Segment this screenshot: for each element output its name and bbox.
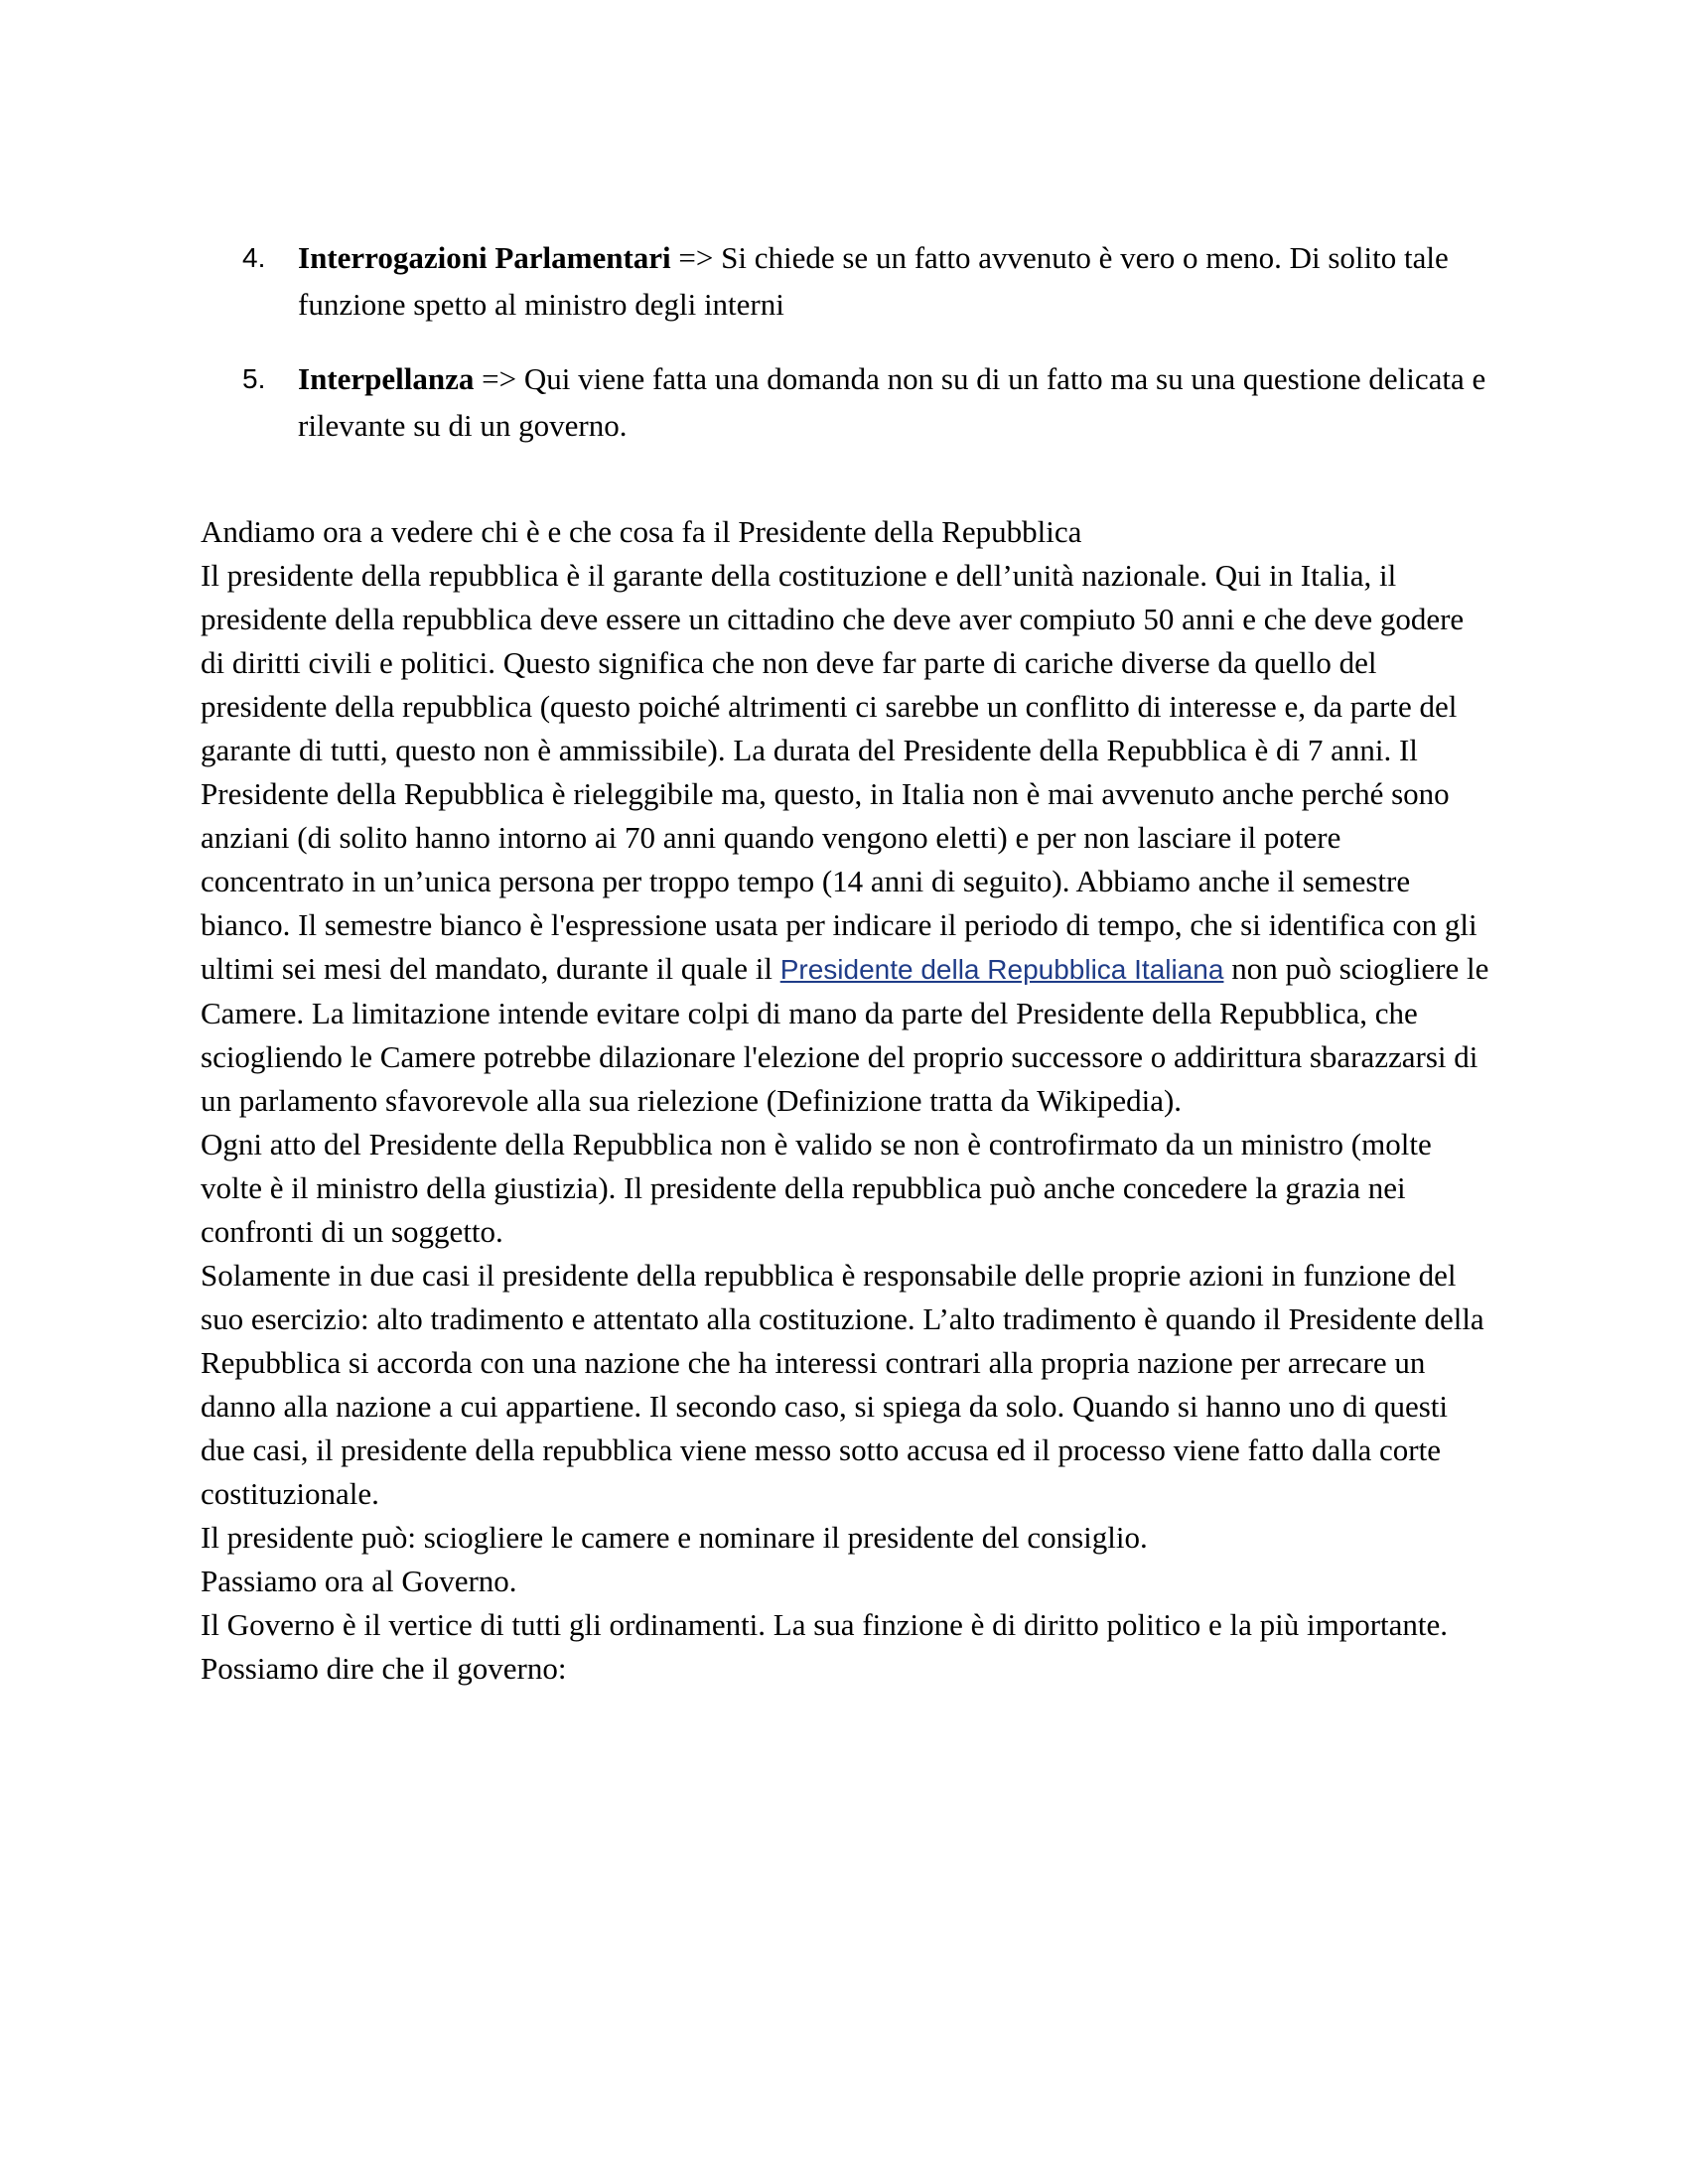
paragraph-government: Il Governo è il vertice di tutti gli ordinamenti. La sua finzione è di diritto politico e la più importante. bbox=[201, 1607, 1449, 1642]
list-number: 4. bbox=[242, 242, 266, 273]
paragraph-powers: Il presidente può: sciogliere le camere e nominare il presidente del consiglio. bbox=[201, 1520, 1148, 1555]
numbered-list bbox=[242, 234, 1493, 477]
list-item-text: => Qui viene fatta una domanda non su di un fatto ma su una questione delicata e rilevante su di un governo. bbox=[298, 361, 1486, 443]
paragraph-countersign: Ogni atto del Presidente della Repubblica non è valido se non è controfirmato da un ministro (molte volte è il ministro della giustizia). Il presidente della repubblica può anche concedere la grazia nei confronti di un soggetto. bbox=[201, 1127, 1432, 1249]
paragraph-government-intro: Passiamo ora al Governo. bbox=[201, 1564, 517, 1598]
list-item bbox=[242, 234, 1493, 328]
paragraph-text: Il presidente della repubblica è il garante della costituzione e dell’unità nazionale. Qui in Italia, il presidente della repubblica deve essere un cittadino che deve aver compiuto 50 anni e che deve godere di diritti civili e politici. Questo significa che non deve far parte di cariche diverse da quello del presidente della repubblica (questo poiché altrimenti ci sarebbe un conflitto di interesse e, da parte del garante di tutti, questo non è ammissibile). La durata del Presidente della Repubblica è di 7 anni. Il Presidente della Repubblica è rieleggibile ma, questo, in Italia non è mai avvenuto anche perché sono anziani (di solito hanno intorno ai 70 anni quando vengono eletti) e per non lasciare il potere concentrato in un’unica persona per troppo tempo (14 anni di seguito). Abbiamo anche il semestre bianco. Il semestre bianco è l'espressione usata per indicare il periodo di tempo, che si identifica con gli ultimi sei mesi del mandato, durante il quale il bbox=[201, 558, 1477, 986]
paragraph-intro: Andiamo ora a vedere chi è e che cosa fa il Presidente della Repubblica bbox=[201, 514, 1082, 549]
body-text bbox=[201, 510, 1491, 1691]
list-number: 5. bbox=[242, 363, 266, 394]
wikipedia-link[interactable]: Presidente della Repubblica Italiana bbox=[779, 954, 1224, 985]
list-item-title: Interpellanza bbox=[298, 361, 475, 396]
list-item-title: Interrogazioni Parlamentari bbox=[298, 240, 671, 275]
paragraph-responsibility: Solamente in due casi il presidente della repubblica è responsabile delle proprie azioni in funzione del suo esercizio: alto tradimento e attentato alla costituzione. L’alto tradimento è quando il Presidente della Repubblica si accorda con una nazione che ha interessi contrari alla propria nazione per arrecare un danno alla nazione a cui appartiene. Il secondo caso, si spiega da solo. Quando si hanno uno di questi due casi, il presidente della repubblica viene messo sotto accusa ed il processo viene fatto dalla corte costituzionale. bbox=[201, 1258, 1484, 1511]
paragraph-president bbox=[201, 554, 1491, 1123]
list-item-text: => Si chiede se un fatto avvenuto è vero o meno. Di solito tale funzione spetto al ministro degli interni bbox=[298, 240, 1449, 322]
paragraph-government-list-intro: Possiamo dire che il governo: bbox=[201, 1651, 567, 1686]
paragraph-text: non può sciogliere le Camere. La limitazione intende evitare colpi di mano da parte del Presidente della Repubblica, che sciogliendo le Camere potrebbe dilazionare l'elezione del proprio successore o addirittura sbarazzarsi di un parlamento sfavorevole alla sua rielezione (Definizione tratta da Wikipedia). bbox=[201, 951, 1489, 1118]
list-item bbox=[242, 355, 1493, 449]
